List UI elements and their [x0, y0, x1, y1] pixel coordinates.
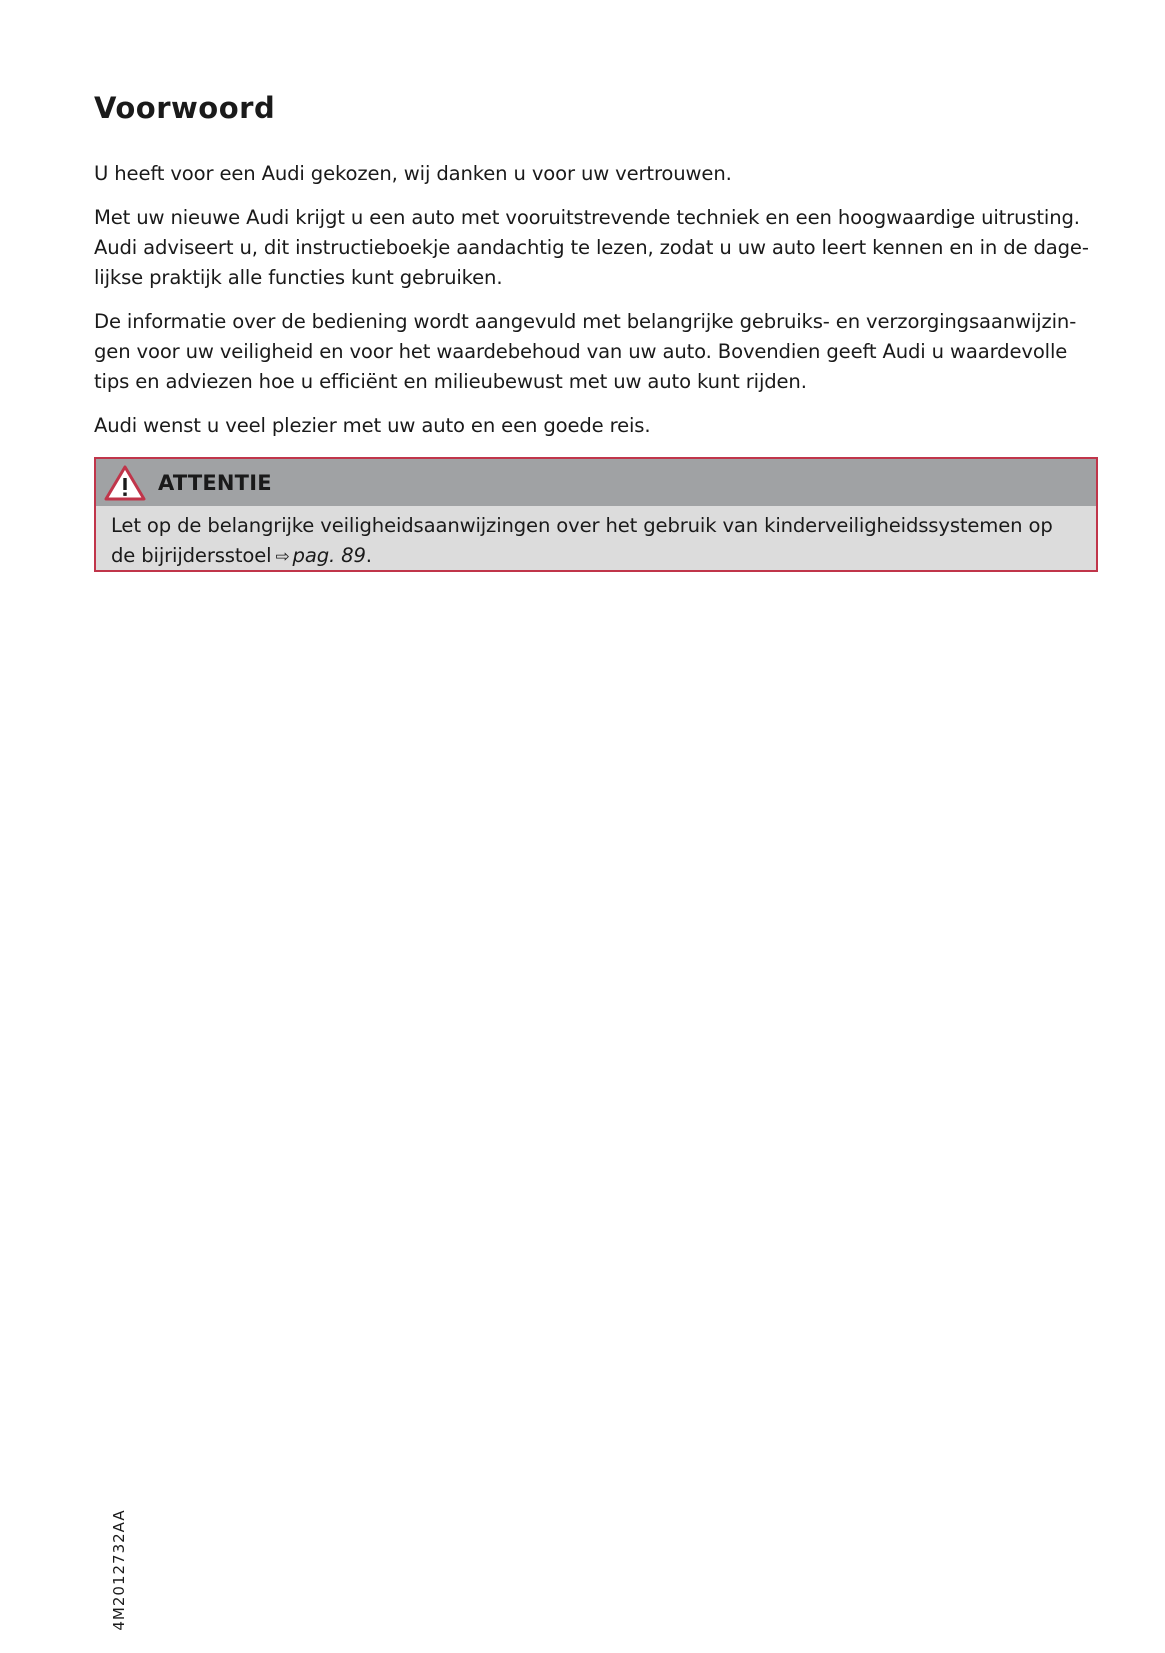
attention-message: Let op de belangrijke veiligheidsaanwijzingen over het gebruik van kinderveiligheidssystemen op de bijrijdersstoel [111, 514, 1053, 567]
page-reference-link[interactable]: pag. 89 [292, 544, 366, 567]
attention-end: . [365, 544, 372, 567]
attention-title: ATTENTIE [158, 470, 272, 495]
body-text [94, 159, 1104, 455]
paragraph-manual-advice: Met uw nieuwe Audi krijgt u een auto met vooruitstrevende techniek en een hoogwaardige uitrusting. Audi adviseert u, dit instructieboekje aandachtig te lezen, zodat u uw auto leert kennen en in de dagelijkse praktijk alle functies kunt gebruiken. [94, 206, 1089, 289]
attention-header [96, 459, 1096, 506]
document-code: 4M2012732AA [110, 1509, 128, 1631]
paragraph-closing: Audi wenst u veel plezier met uw auto en een goede reis. [94, 414, 651, 437]
warning-triangle-icon [104, 465, 146, 501]
attention-text [96, 506, 1096, 572]
arrow-right-icon: ⇨ [275, 547, 290, 567]
page-title: Voorwoord [94, 91, 276, 125]
paragraph-intro: U heeft voor een Audi gekozen, wij danken u voor uw vertrouwen. [94, 162, 732, 185]
attention-box [94, 457, 1098, 572]
paragraph-information: De informatie over de bediening wordt aangevuld met belangrijke gebruiks- en verzorgingsaanwijzingen voor uw veiligheid en voor het waardebehoud van uw auto. Bovendien geeft Audi u waardevolle tips en adviezen hoe u efficiënt en milieubewust met uw auto kunt rijden. [94, 310, 1077, 393]
